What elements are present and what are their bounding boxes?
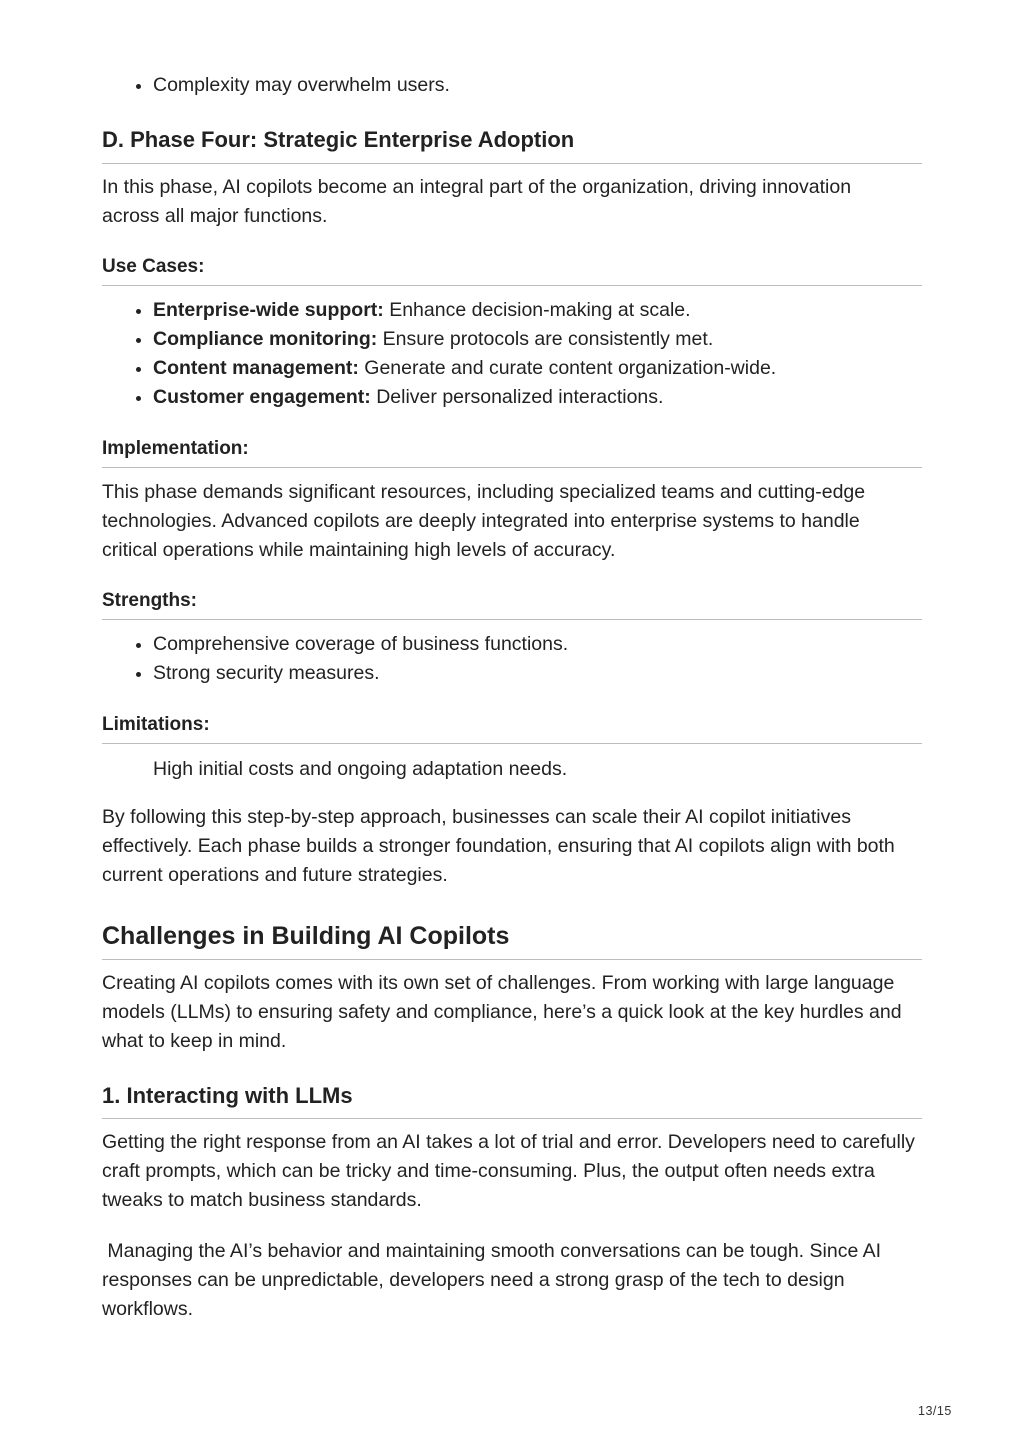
phase-four-intro: In this phase, AI copilots become an integral part of the organization, driving innovation across all major functions. [102,176,852,227]
heading-text: 1. Interacting with LLMs [102,1083,353,1108]
phase-four-closing: By following this step-by-step approach, businesses can scale their AI copilot initiatives effectively. Each phase builds a stronger foundation, ensuring that AI copilots align with both current operations and future strategies. [102,806,895,886]
implementation-heading [102,437,922,468]
limitations-text: High initial costs and ongoing adaptation needs. [153,758,568,780]
top-bullet-list [102,71,922,100]
page-number: 13/15 [918,1404,952,1418]
strengths-list [102,630,922,688]
heading-text: Use Cases: [102,256,205,277]
heading-text: D. Phase Four: Strategic Enterprise Adoption [102,127,575,152]
heading-text: Challenges in Building AI Copilots [102,922,510,950]
heading-text: Strengths: [102,590,197,611]
list-item-desc: Enhance decision-making at scale. [383,299,691,321]
list-item-term: Content management: [153,357,359,379]
list-item-term: Compliance monitoring: [153,328,378,350]
list-item [102,325,922,354]
implementation-text: This phase demands significant resources, including specialized teams and cutting-edge technologies. Advanced copilots are deeply integrated into enterprise systems to handle critical operations while maintaining high levels of accuracy. [102,481,866,561]
list-item: Strong security measures. [102,659,922,688]
list-item-desc: Deliver personalized interactions. [370,386,664,408]
list-item [102,296,922,325]
challenges-intro: Creating AI copilots comes with its own set of challenges. From working with large language models (LLMs) to ensuring safety and compliance, here’s a quick look at the key hurdles and what to keep in mind. [102,972,902,1052]
list-item-desc: Generate and curate content organization-wide. [358,357,777,379]
llms-paragraph-1: Getting the right response from an AI takes a lot of trial and error. Developers need to carefully craft prompts, which can be tricky and time-consuming. Plus, the output often needs extra tweaks to match business standards. [102,1131,915,1211]
strengths-heading [102,589,922,620]
list-item-desc: Ensure protocols are consistently met. [377,328,714,350]
list-item: Comprehensive coverage of business functions. [102,630,922,659]
use-cases-list [102,296,922,412]
section-heading-interacting-llms [102,1082,922,1119]
list-item [102,354,922,383]
section-heading-challenges [102,920,922,960]
heading-text: Limitations: [102,714,210,735]
llms-paragraph-2: Managing the AI’s behavior and maintaining smooth conversations can be tough. Since AI responses can be unpredictable, developers need a strong grasp of the tech to design workflows. [102,1240,887,1320]
limitations-heading [102,713,922,744]
heading-text: Implementation: [102,438,249,459]
list-item: Complexity may overwhelm users. [102,71,922,100]
list-item-term: Customer engagement: [153,386,371,408]
list-item-term: Enterprise-wide support: [153,299,384,321]
list-item [102,383,922,412]
use-cases-heading [102,255,922,286]
section-heading-phase-four [102,126,922,164]
